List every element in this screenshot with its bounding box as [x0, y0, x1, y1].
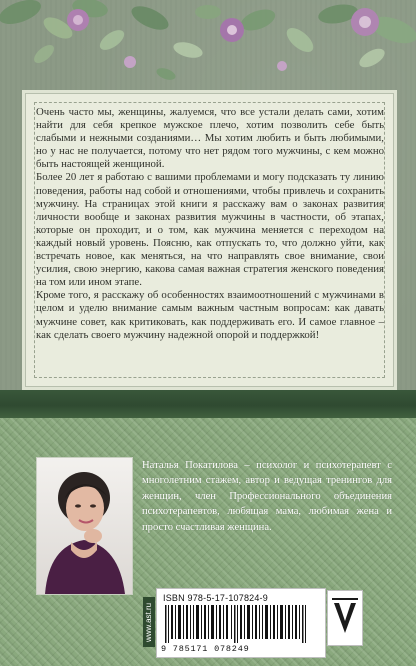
floral-border — [0, 0, 416, 88]
barcode-bars — [165, 605, 315, 643]
description-paragraph-3: Кроме того, я расскажу об особенностях взаимоотношений с мужчинами в целом и уделю внимание самым важным частным вопросам: как давать мужчине совет, как критиковать, как поддерживать его. И самое главное – как сделать своего мужчину надежной опорой и поддержкой! — [36, 289, 384, 341]
green-band — [0, 390, 416, 418]
publisher-site: www.ast.ru — [143, 597, 155, 647]
publisher-logo-icon — [327, 590, 363, 646]
barcode-panel — [156, 588, 326, 658]
description-paragraph-2: Более 20 лет я работаю с вашими проблемами и могу подсказать ту линию поведения, работы над собой и отношениями, чтобы привлечь и сохранить мужчину. На страницах этой книги я расскажу вам о законах развития личности вообще и законах развития мужчины в частности, об этапах, которые он проходит, и о том, как мужчина меняется с переходом на каждый новый уровень. Поясню, как отпускать то, что должно уйти, как встречать новое, как меняться, на что направлять свое внимание, свои усилия, свою энергию, какова самая важная стратегия женского поведения на том или ином этапе. — [36, 171, 384, 289]
author-photo — [36, 457, 133, 595]
description-paragraph-1: Очень часто мы, женщины, жалуемся, что все устали делать сами, хотим найти для себя крепкое мужское плечо, хотим позволить себе быть слабыми и нежными созданиями… Мы хотим любить и быть любимыми, но у нас не получается, потому что нет рядом того мужчины, с кем можно быть настоящей женщиной. — [36, 106, 384, 171]
barcode-digits: 9 785171 078249 — [161, 644, 250, 654]
author-bio: Наталья Покатилова – психолог и психотерапевт с многолетним стажем, автор и ведущая тренингов для женщин, член Профессионального объединения психотерапевтов, любящая мама, любимая жена и просто счастливая женщина. — [142, 460, 392, 533]
isbn-label: ISBN 978-5-17-107824-9 — [163, 593, 268, 603]
description-text — [36, 106, 384, 342]
